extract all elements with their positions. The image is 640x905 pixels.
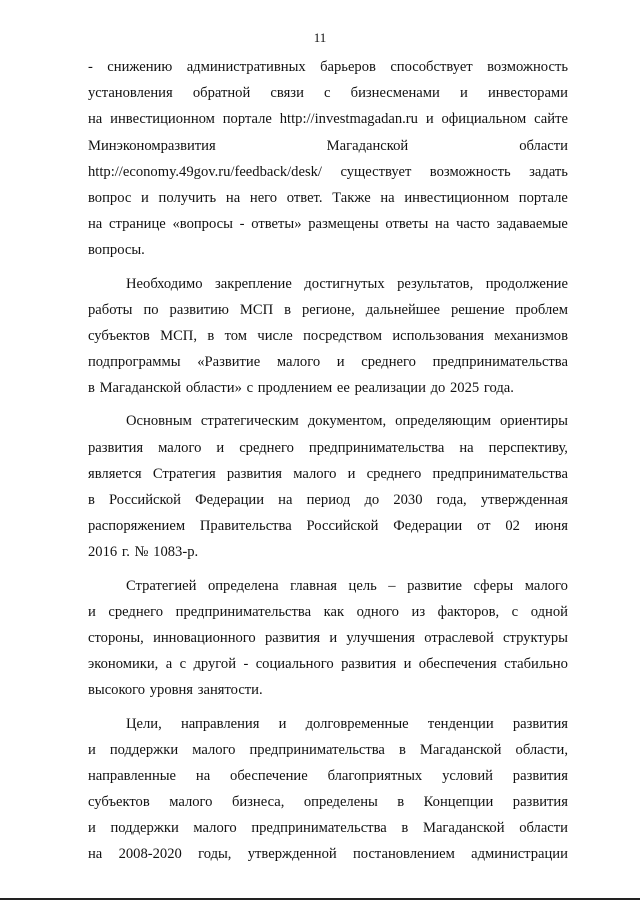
text-line (88, 106, 568, 132)
word: и (336, 354, 345, 371)
word: Федерации (195, 492, 265, 508)
word: перспективу, (488, 439, 568, 456)
word: области (519, 820, 568, 837)
text-line (88, 54, 568, 80)
word: и (88, 741, 96, 758)
word: субъектов (88, 327, 150, 344)
word: развития (341, 656, 397, 673)
word: Магаданской (422, 820, 505, 837)
word: другой (193, 656, 237, 673)
word: улучшения (346, 629, 415, 646)
word: проблем (515, 301, 568, 318)
word: Российской (109, 492, 181, 508)
word: малого (193, 820, 237, 837)
word: годы, (198, 846, 232, 863)
word: предпринимательства (249, 741, 385, 758)
word: по (143, 301, 159, 318)
text-line (88, 573, 568, 599)
word: Российской (306, 518, 379, 535)
word: Цели, (126, 715, 162, 732)
word: и (141, 189, 149, 206)
word: в (207, 327, 215, 344)
word: среднего (108, 603, 164, 620)
word: ее (336, 380, 350, 397)
word: среднего (361, 354, 416, 371)
text-line (88, 763, 568, 789)
word: Магаданской (99, 380, 182, 397)
word: предпринимательства (432, 354, 568, 371)
word: года. (483, 380, 514, 397)
word: и (425, 111, 434, 128)
word: развития (264, 629, 321, 646)
word: стратегическим (200, 413, 299, 430)
word: сферы (473, 577, 514, 594)
text-line (88, 349, 568, 375)
word: Магаданской (326, 137, 409, 154)
word: условий (442, 767, 493, 784)
word: и (329, 629, 338, 646)
word: малого (293, 465, 337, 482)
word: возможность (429, 163, 511, 180)
page-number: 11 (313, 30, 327, 45)
word: развития (88, 439, 144, 456)
word: из (411, 603, 426, 620)
word: подпрограммы (88, 354, 181, 371)
word: барьеров (320, 59, 376, 75)
word: достигнутых (304, 275, 385, 292)
word: посредством (303, 327, 382, 344)
word: обеспечение (230, 767, 308, 784)
word: структуры (503, 629, 568, 646)
word: на (88, 216, 103, 233)
word: Федерации (393, 518, 463, 535)
word: цель (348, 577, 377, 594)
word: № (134, 544, 149, 561)
word: ответы» (251, 216, 302, 233)
word: тенденции (427, 715, 494, 732)
text-line (88, 159, 568, 185)
word: области, (515, 741, 568, 758)
word: обратной (192, 85, 251, 102)
word: на (459, 439, 474, 456)
text-line (88, 513, 568, 539)
word: определены (303, 794, 378, 811)
word: – (388, 577, 396, 594)
word: продлением (257, 380, 333, 397)
word: поддержки (109, 741, 179, 758)
word: и (459, 85, 468, 102)
paragraph (88, 711, 568, 868)
word: закрепление (215, 275, 292, 292)
word: - (243, 656, 249, 673)
word: социального (255, 656, 334, 673)
word: способствует (390, 59, 473, 75)
word: возможность (487, 59, 568, 75)
word: и (278, 715, 287, 732)
text-line (88, 211, 568, 237)
word: использования (392, 327, 484, 344)
word: и (216, 439, 225, 456)
word: на (435, 216, 450, 233)
paragraph (88, 271, 568, 402)
word: определяющим (395, 413, 491, 430)
word: 1083-р. (153, 544, 199, 561)
text-line (88, 133, 568, 159)
text-line (88, 271, 568, 297)
word: и (347, 465, 356, 482)
word: постановлением (352, 846, 455, 863)
word: малого (192, 741, 236, 758)
word: дальнейшее (365, 301, 440, 318)
word: Необходимо (126, 275, 203, 292)
word: одного (356, 603, 399, 620)
word: - (88, 59, 93, 75)
word: малого (524, 577, 568, 594)
word: ответ. (286, 189, 323, 206)
word: странице (109, 216, 166, 233)
word: регионе, (301, 301, 355, 318)
text-line (88, 815, 568, 841)
word: установления (88, 85, 173, 102)
paragraph (88, 54, 568, 264)
word: развития (512, 794, 568, 811)
word: предпринимательства (432, 465, 568, 482)
text-line (88, 539, 568, 565)
word: связи (270, 85, 304, 102)
word: определена (207, 577, 279, 594)
word: поддержки (110, 820, 179, 837)
word: развитие (407, 577, 462, 594)
word: МСП, (160, 327, 197, 344)
text-line (88, 789, 568, 815)
word: благоприятных (327, 767, 423, 784)
word: в (401, 820, 409, 837)
word: одной (530, 603, 568, 620)
word: том (224, 327, 248, 344)
word: утвержденной (247, 846, 337, 863)
word: направленные (88, 767, 177, 784)
word: 2008-2020 (118, 846, 182, 863)
text-line (88, 737, 568, 763)
word: развития (512, 715, 568, 732)
word: стабильно (504, 656, 568, 673)
text-line (88, 625, 568, 651)
word: на (88, 846, 103, 863)
word: главная (290, 577, 338, 594)
word: в (284, 301, 291, 318)
word: предпринимательства (175, 603, 312, 620)
word: занятости. (197, 682, 263, 699)
word: «вопросы (172, 216, 233, 233)
word: снижению (107, 59, 173, 75)
word: Также (332, 189, 371, 206)
word: а (165, 656, 173, 673)
word: часто (456, 216, 490, 233)
word: распоряжением (88, 518, 186, 535)
word: стороны, (88, 629, 144, 646)
text-line (88, 487, 568, 513)
word: области (519, 137, 568, 154)
text-line (88, 711, 568, 737)
word: малого (169, 794, 213, 811)
paragraph (88, 573, 568, 704)
text-line (88, 408, 568, 434)
text-line (88, 841, 568, 867)
word: до (364, 492, 380, 508)
word: отраслевой (424, 629, 494, 646)
word: МСП (239, 301, 274, 318)
word: области» (185, 380, 242, 397)
word: документом, (307, 413, 387, 430)
word: ориентиры (499, 413, 568, 430)
word: Основным (126, 413, 192, 430)
word: в (88, 380, 95, 397)
word: числе (257, 327, 293, 344)
document-body (88, 54, 568, 868)
word: инновационного (153, 629, 256, 646)
word: период (306, 492, 351, 508)
word: с (511, 603, 519, 620)
word: решение (450, 301, 505, 318)
word: года, (436, 492, 467, 508)
word: развития (226, 465, 283, 482)
word: портале (222, 111, 272, 128)
text-line (88, 185, 568, 211)
word: направления (180, 715, 260, 732)
word: инвестиционном (110, 111, 215, 128)
text-line (88, 237, 568, 263)
word: высокого (88, 682, 146, 699)
word: и (88, 820, 96, 837)
word: http://investmagadan.ru (279, 111, 418, 128)
word: бизнеса, (231, 794, 285, 811)
text-line (88, 599, 568, 625)
word: 2030 (393, 492, 423, 508)
word: Магаданской (419, 741, 502, 758)
word: от (477, 518, 491, 535)
text-line (88, 677, 568, 703)
word: на (88, 111, 103, 128)
word: г. (121, 544, 130, 561)
word: предпринимательства (308, 439, 445, 456)
word: реализации (354, 380, 426, 397)
word: администрации (471, 846, 568, 863)
word: Стратегией (126, 577, 197, 594)
word: 2025 (449, 380, 480, 397)
word: утвержденная (480, 492, 568, 508)
word: результатов, (397, 275, 474, 292)
word: с (179, 656, 187, 673)
word: на (195, 767, 211, 784)
page-bottom-rule (0, 898, 640, 900)
word: на (225, 189, 241, 206)
word: задать (529, 163, 568, 180)
word: сайте (534, 111, 568, 128)
word: развития (512, 767, 568, 784)
word: факторов, (437, 603, 500, 620)
word: предпринимательства (251, 820, 387, 837)
word: продолжение (485, 275, 568, 292)
word: и (88, 603, 96, 620)
word: июня (534, 518, 568, 535)
text-line (88, 297, 568, 323)
word: него (249, 189, 278, 206)
word: - (239, 216, 245, 233)
text-line (88, 461, 568, 487)
word: субъектов (88, 794, 150, 811)
text-line (88, 375, 568, 401)
word: задаваемые (496, 216, 568, 233)
text-line (88, 323, 568, 349)
word: с (246, 380, 254, 397)
word: до (430, 380, 446, 397)
word: бизнесменами (350, 85, 440, 102)
word: Стратегия (152, 465, 216, 482)
word: работы (88, 301, 133, 318)
word: Правительства (199, 518, 292, 535)
word: является (88, 465, 142, 482)
word: на (278, 492, 293, 508)
word: административных (186, 59, 306, 75)
word: в (398, 741, 406, 758)
word: вопрос (88, 189, 132, 206)
word: экономики, (88, 656, 159, 673)
text-line (88, 435, 568, 461)
word: и (403, 656, 412, 673)
word: малого (158, 439, 202, 456)
word: получить (158, 189, 217, 206)
word: среднего (366, 465, 422, 482)
word: с (324, 85, 331, 102)
word: среднего (239, 439, 294, 456)
word: http://economy.49gov.ru/feedback/desk/ (88, 163, 322, 180)
word: на (380, 189, 395, 206)
word: 02 (505, 518, 520, 535)
word: официальном (441, 111, 527, 128)
word: Минэкономразвития (88, 137, 216, 154)
word: в (88, 492, 95, 508)
word: инвестиционном (404, 189, 510, 206)
word: вопросы. (88, 242, 145, 259)
word: портале (518, 189, 568, 206)
word: обеспечения (418, 656, 497, 673)
word: ответы (385, 216, 429, 233)
word: механизмов (494, 327, 568, 344)
word: инвесторами (487, 85, 568, 102)
word: «Развитие (197, 354, 261, 371)
word: Концепции (423, 794, 494, 811)
word: малого (276, 354, 321, 371)
word: существует (340, 163, 412, 180)
word: в (397, 794, 405, 811)
word: развитию (169, 301, 229, 318)
word: как (323, 603, 345, 620)
word: долговременные (305, 715, 409, 732)
word: 2016 (88, 544, 118, 561)
word: уровня (149, 682, 194, 699)
paragraph (88, 408, 568, 565)
word: размещены (308, 216, 379, 233)
text-line (88, 651, 568, 677)
text-line (88, 80, 568, 106)
